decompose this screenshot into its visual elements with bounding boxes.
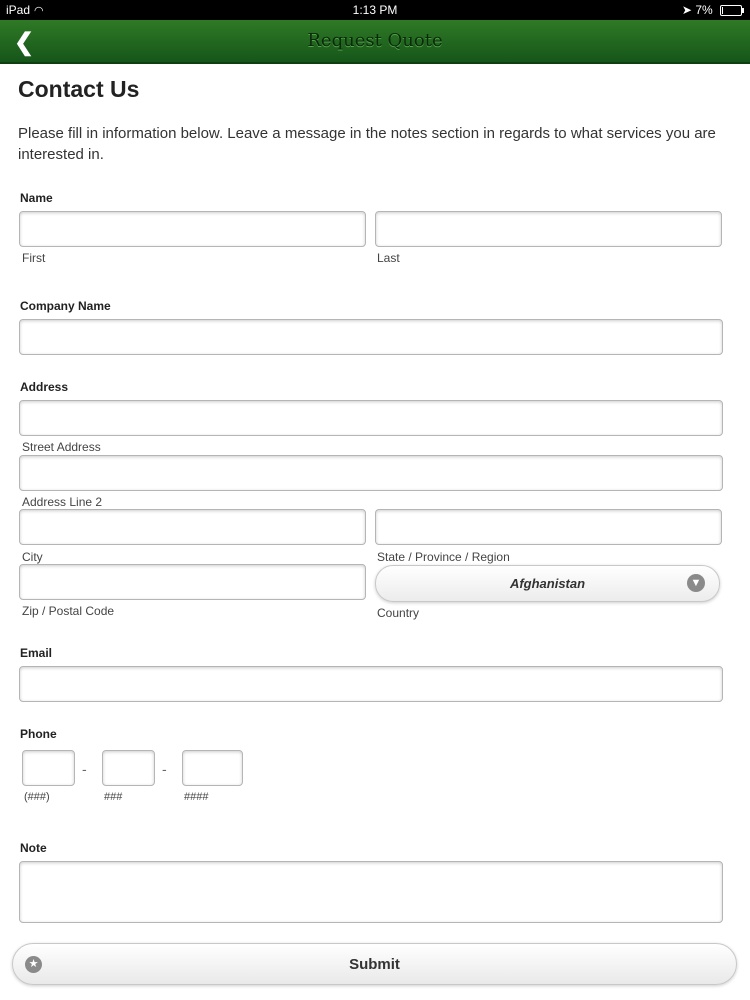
country-select[interactable]	[375, 565, 720, 602]
street-address-input[interactable]	[19, 400, 723, 436]
battery-fill	[722, 7, 723, 14]
country-value: Afghanistan	[509, 576, 586, 591]
device-label: iPad ◠	[6, 3, 44, 17]
city-sublabel: City	[22, 550, 43, 564]
last-name-input[interactable]	[375, 211, 722, 247]
name-label: Name	[20, 191, 53, 205]
phone-line-input[interactable]	[182, 750, 243, 786]
email-label: Email	[20, 646, 53, 660]
page-title: Request Quote	[307, 30, 443, 51]
chevron-left-icon[interactable]: ❮	[14, 29, 35, 56]
first-name-input[interactable]	[19, 211, 366, 247]
zip-input[interactable]	[19, 564, 366, 600]
email-input[interactable]	[19, 666, 723, 702]
nav-bar	[0, 20, 750, 64]
wifi-icon: ◠	[34, 5, 44, 17]
location-arrow-icon: ➤	[681, 3, 692, 17]
last-sublabel: Last	[377, 251, 400, 265]
status-right	[682, 3, 742, 17]
phone-prefix-sublabel: ###	[104, 791, 123, 803]
company-name-input[interactable]	[19, 319, 723, 355]
phone-area-sublabel: (###)	[24, 791, 50, 803]
battery-icon	[720, 5, 742, 16]
submit-label: Submit	[349, 956, 400, 973]
address-label: Address	[20, 380, 69, 394]
note-textarea[interactable]	[19, 861, 723, 923]
phone-dash: -	[162, 761, 167, 777]
phone-line-sublabel: ####	[184, 791, 209, 803]
country-sublabel: Country	[377, 606, 420, 620]
line2-sublabel: Address Line 2	[22, 495, 103, 509]
phone-area-input[interactable]	[22, 750, 75, 786]
chevron-down-icon: ▼	[687, 574, 705, 592]
address-line2-input[interactable]	[19, 455, 723, 491]
phone-prefix-input[interactable]	[102, 750, 155, 786]
first-sublabel: First	[22, 251, 46, 265]
battery-percent: 7%	[695, 3, 713, 17]
state-sublabel: State / Province / Region	[377, 550, 510, 564]
status-time: 1:13 PM	[352, 3, 398, 17]
phone-label: Phone	[20, 727, 57, 741]
state-input[interactable]	[375, 509, 722, 545]
zip-sublabel: Zip / Postal Code	[22, 604, 115, 618]
company-label: Company Name	[20, 299, 111, 313]
city-input[interactable]	[19, 509, 366, 545]
main-content	[18, 62, 724, 165]
contact-heading: Contact Us	[18, 76, 140, 102]
submit-button[interactable]	[12, 943, 737, 985]
phone-dash: -	[82, 761, 87, 777]
note-label: Note	[20, 841, 47, 855]
street-sublabel: Street Address	[22, 440, 101, 454]
status-bar	[0, 0, 750, 20]
intro-text: Please fill in information below. Leave a message in the notes section in regards to what services you are interested in.	[18, 125, 716, 163]
star-icon: ★	[25, 956, 42, 973]
